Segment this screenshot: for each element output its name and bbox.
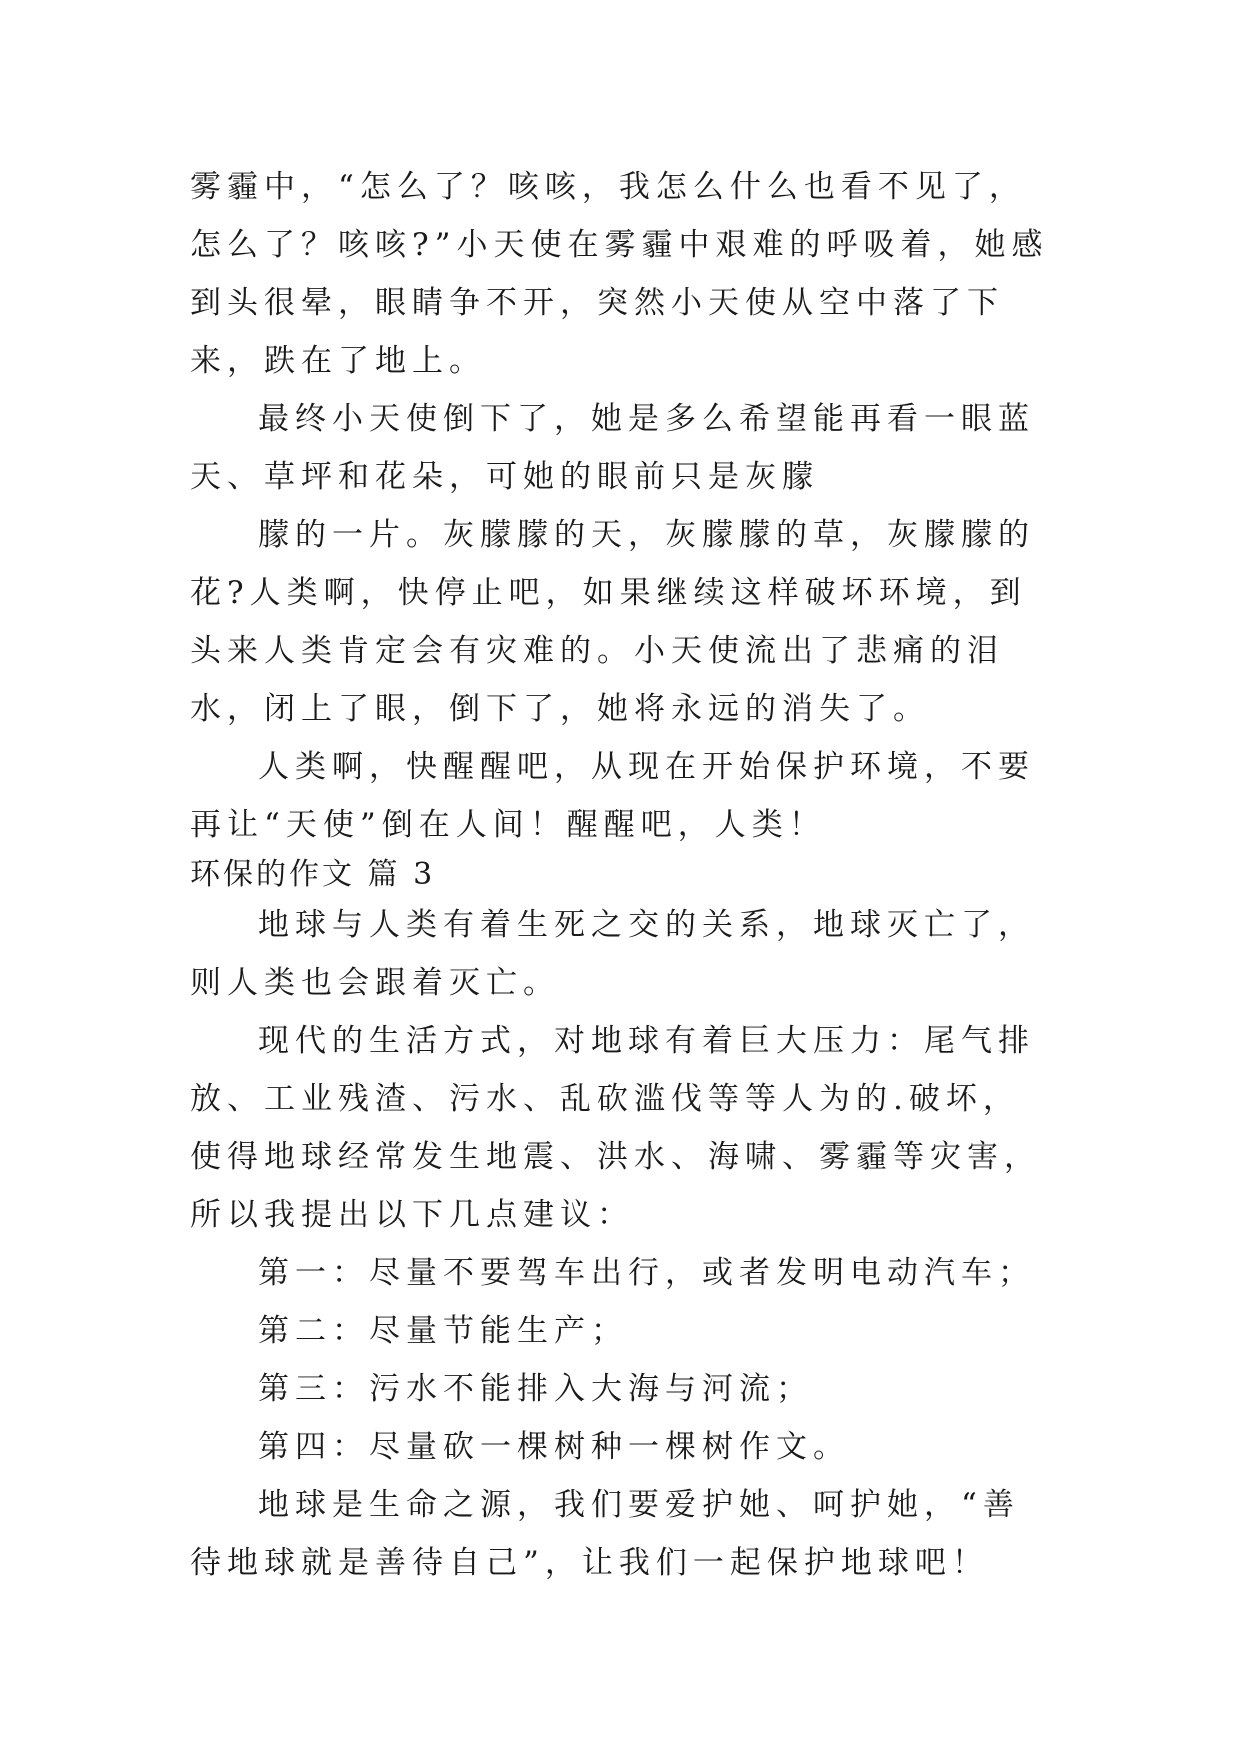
paragraph: 地球与人类有着生死之交的关系，地球灭亡了，则人类也会跟着灭亡。	[190, 907, 1035, 1001]
paragraph: 现代的生活方式，对地球有着巨大压力：尾气排放、工业残渣、污水、乱砍滥伐等等人为的.破坏，使得地球经常发生地震、洪水、海啸、雾霾等灾害，所以我提出以下几点建议：	[190, 1023, 1041, 1233]
list-item: 第三：污水不能排入大海与河流；	[258, 1371, 813, 1407]
paragraph: 地球是生命之源，我们要爱护她、呵护她，“善待地球就是善待自己”，让我们一起保护地球吧！	[190, 1487, 1020, 1581]
section-heading: 环保的作文 篇 3	[190, 857, 436, 892]
list-item: 第四：尽量砍一棵树种一棵树作文。	[258, 1429, 850, 1465]
paragraph: 雾霾中，“怎么了？咳咳，我怎么什么也看不见了，怎么了？咳咳?”小天使在雾霾中艰难的呼吸着，她感到头很晕，眼睛争不开，突然小天使从空中落了下来，跌在了地上。	[190, 169, 1049, 379]
paragraph: 朦的一片。灰朦朦的天，灰朦朦的草，灰朦朦的花?人类啊，快停止吧，如果继续这样破坏环境，到头来人类肯定会有灾难的。小天使流出了悲痛的泪水，闭上了眼，倒下了，她将永远的消失了。	[190, 517, 1035, 727]
document-body	[190, 158, 1050, 1592]
list-item: 第二：尽量节能生产；	[258, 1313, 628, 1349]
paragraph: 人类啊，快醒醒吧，从现在开始保护环境，不要再让“天使”倒在人间！醒醒吧，人类！	[190, 749, 1035, 843]
list-item: 第一：尽量不要驾车出行，或者发明电动汽车；	[258, 1255, 1035, 1291]
paragraph: 最终小天使倒下了，她是多么希望能再看一眼蓝天、草坪和花朵，可她的眼前只是灰朦	[190, 401, 1035, 495]
